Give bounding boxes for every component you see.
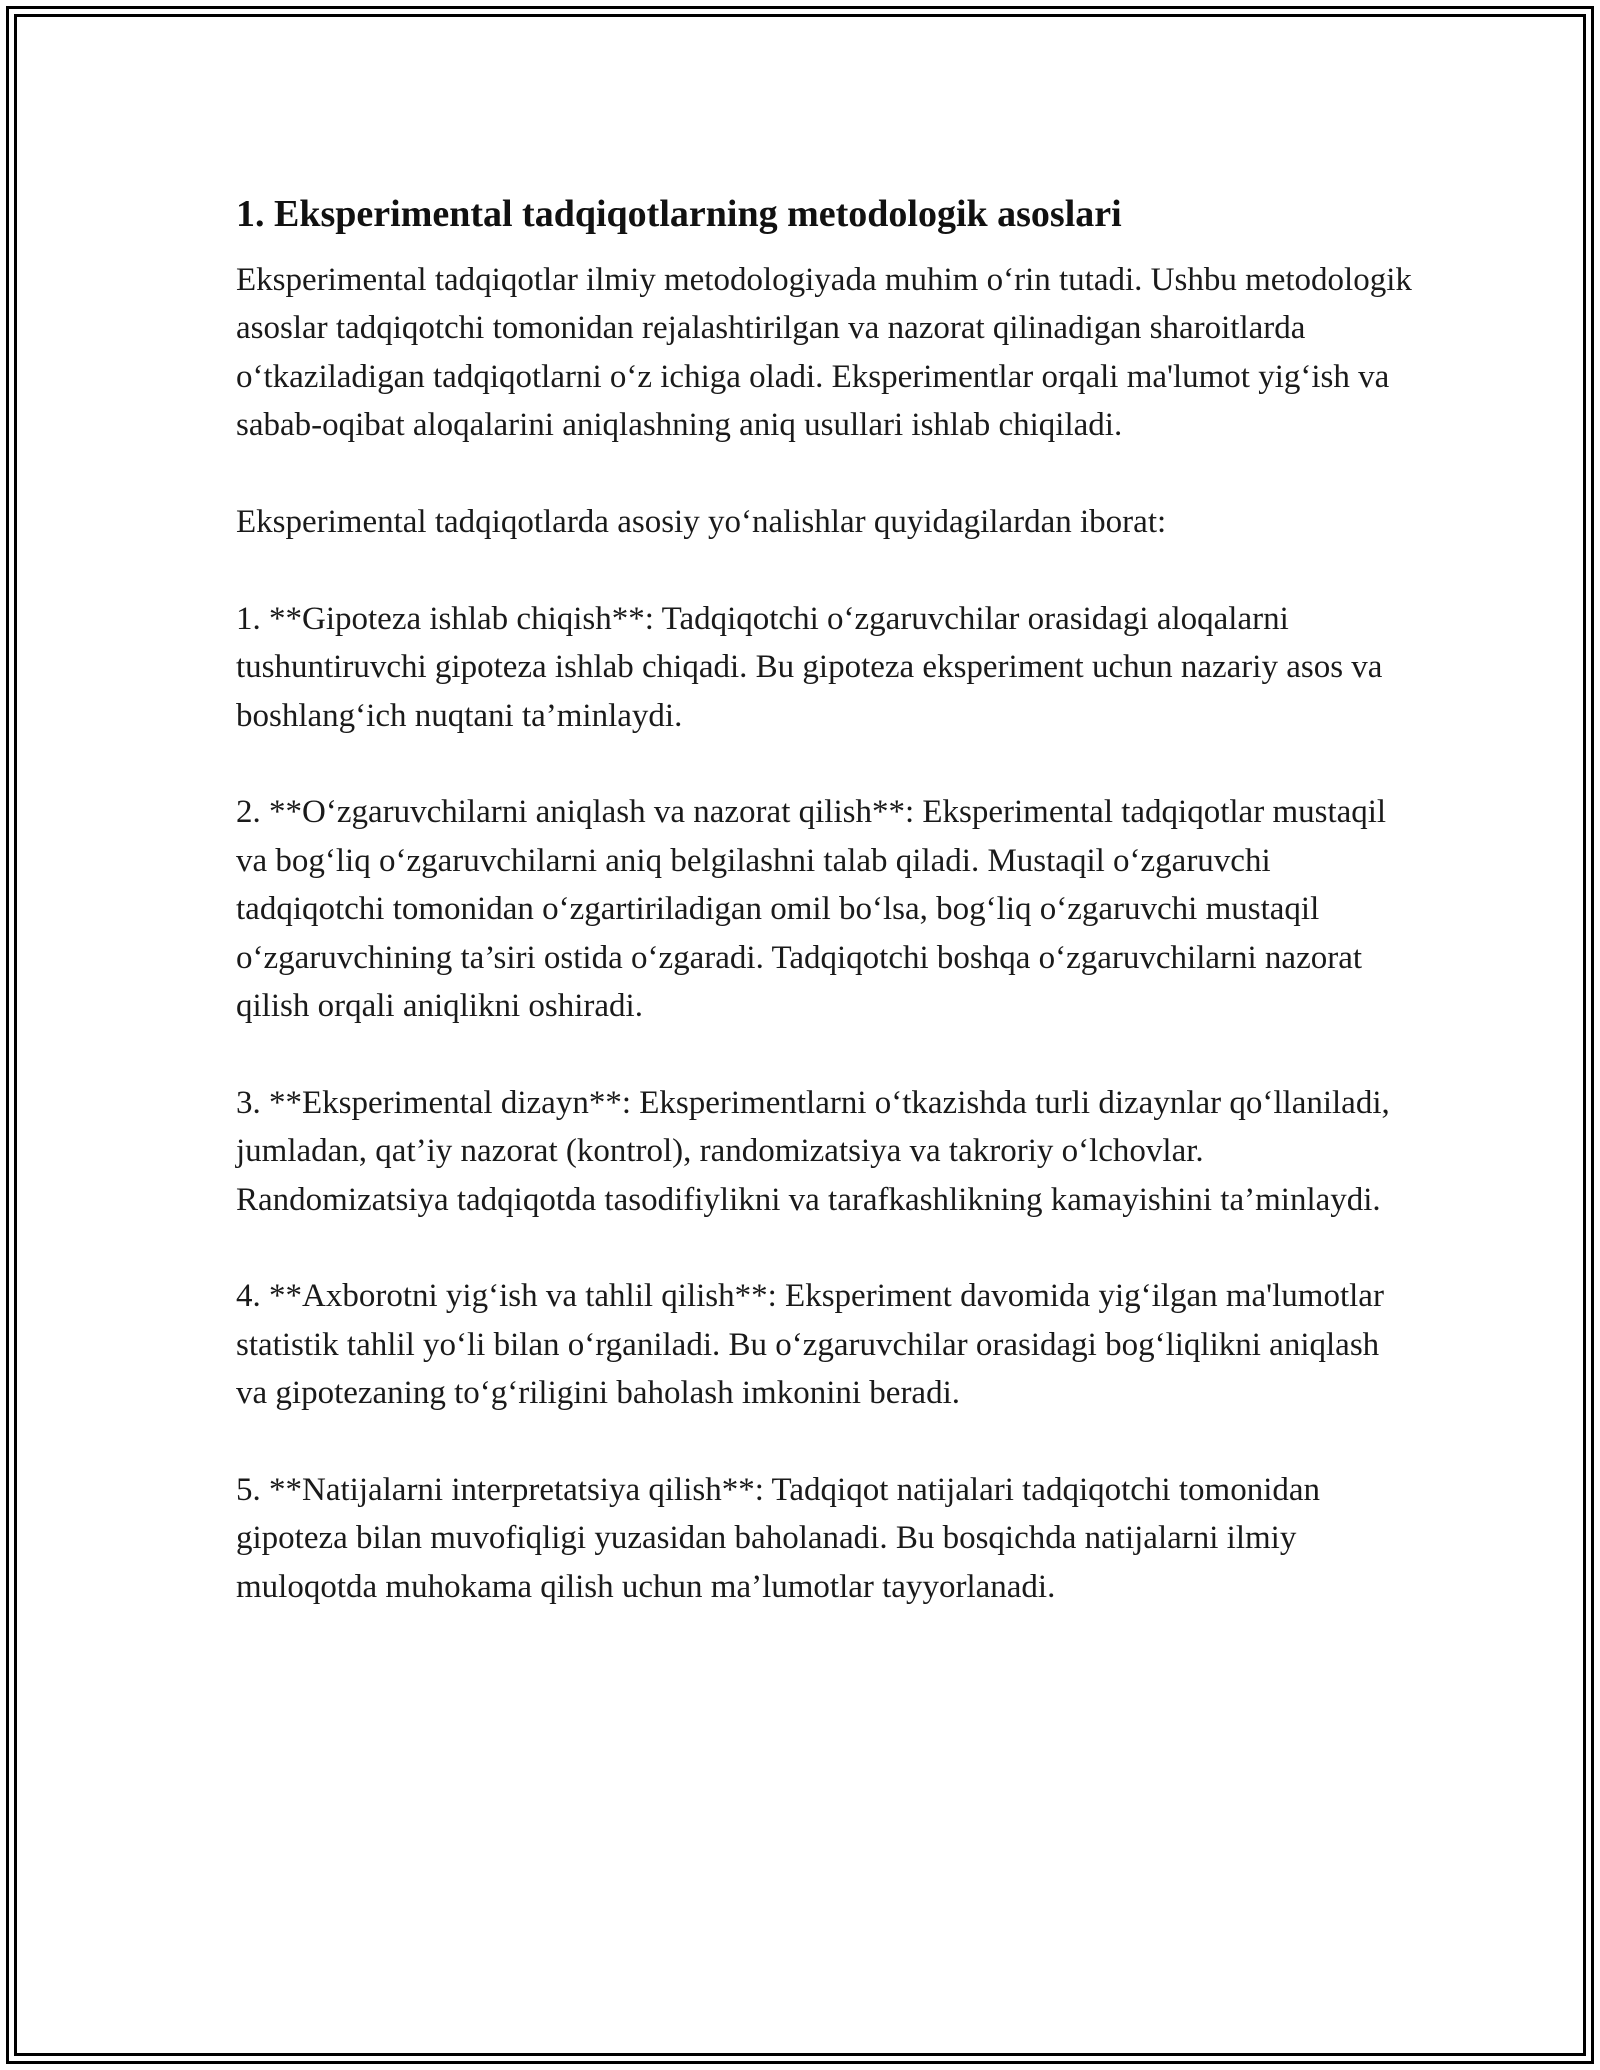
list-item-data-analysis: 4. **Axborotni yig‘ish va tahlil qilish**: Eksperiment davomida yig‘ilgan ma'lumotlar statistik tahlil yo‘li bilan o‘rganiladi. Bu o‘zgaruvchilar orasidagi bog‘liqlikni aniqlash va gipotezaning to‘g‘riligini baholash imkonini beradi. <box>236 1278 1384 1412</box>
list-item-interpretation: 5. **Natijalarni interpretatsiya qilish**: Tadqiqot natijalari tadqiqotchi tomonidan gipoteza bilan muvofiqligi yuzasidan baholanadi. Bu bosqichda natijalarni ilmiy muloqotda muhokama qilish uchun ma’lumotlar tayyorlanadi. <box>236 1472 1321 1605</box>
document-body <box>236 188 1416 1611</box>
section-heading: 1. Eksperimental tadqiqotlarning metodologik asoslari <box>236 193 1122 235</box>
list-item-design: 3. **Eksperimental dizayn**: Eksperimentlarni o‘tkazishda turli dizaynlar qo‘llaniladi, jumladan, qat’iy nazorat (kontrol), randomizatsiya va takroriy o‘lchovlar. Randomizatsiya tadqiqotda tasodifiylikni va tarafkashlikning kamayishini ta’minlaydi. <box>236 1084 1390 1218</box>
intro-paragraph: Eksperimental tadqiqotlar ilmiy metodologiyada muhim o‘rin tutadi. Ushbu metodologik asoslar tadqiqotchi tomonidan rejalashtirilgan va nazorat qilinadigan sharoitlarda o‘tkaziladigan tadqiqotlarni o‘z ichiga oladi. Eksperimentlar orqali ma'lumot yig‘ish va sabab-oqibat aloqalarini aniqlashning aniq usullari ishlab chiqiladi. <box>236 262 1412 444</box>
list-item-hypothesis: 1. **Gipoteza ishlab chiqish**: Tadqiqotchi o‘zgaruvchilar orasidagi aloqalarni tushuntiruvchi gipoteza ishlab chiqadi. Bu gipoteza eksperiment uchun nazariy asos va boshlang‘ich nuqtani ta’minlaydi. <box>236 600 1383 734</box>
lead-paragraph: Eksperimental tadqiqotlarda asosiy yo‘nalishlar quyidagilardan iborat: <box>236 504 1167 541</box>
list-item-variables: 2. **O‘zgaruvchilarni aniqlash va nazorat qilish**: Eksperimental tadqiqotlar mustaqil va bog‘liq o‘zgaruvchilarni aniq belgilashni talab qiladi. Mustaqil o‘zgaruvchi tadqiqotchi tomonidan o‘zgartiriladigan omil bo‘lsa, bog‘liq o‘zgaruvchi mustaqil o‘zgaruvchining ta’siri ostida o‘zgaradi. Tadqiqotchi boshqa o‘zgaruvchilarni nazorat qilish orqali aniqlikni oshiradi. <box>236 794 1387 1025</box>
